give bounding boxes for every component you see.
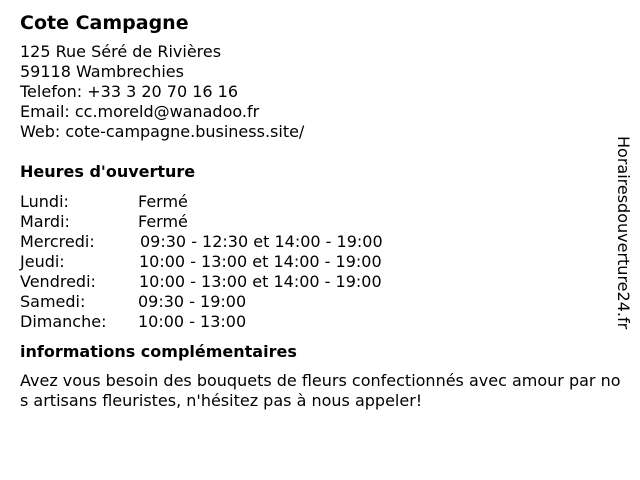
hours-row-thursday <box>20 252 620 272</box>
street-address: 125 Rue Séré de Rivières <box>20 42 222 61</box>
website-address: Web: cote-campagne.business.site/ <box>20 122 305 141</box>
opening-hours-heading: Heures d'ouverture <box>20 162 196 181</box>
hours-row-wednesday <box>20 232 620 252</box>
day-hours: Fermé <box>138 192 188 211</box>
day-hours: 10:00 - 13:00 et 14:00 - 19:00 <box>139 252 382 271</box>
day-label: Mardi: <box>20 212 70 231</box>
site-watermark: Horairesdouverture24.fr <box>614 136 633 330</box>
hours-row-saturday <box>20 292 620 312</box>
address-block <box>20 42 620 142</box>
hours-row-tuesday <box>20 212 620 232</box>
additional-info-text: Avez vous besoin des bouquets de fleurs confectionnés avec amour par nos artisans fleuristes, n'hésitez pas à nous appeler! <box>20 371 621 410</box>
phone-number: Telefon: +33 3 20 70 16 16 <box>20 82 239 101</box>
email-address: Email: cc.moreld@wanadoo.fr <box>20 102 260 121</box>
business-card <box>20 10 620 411</box>
day-hours: 09:30 - 19:00 <box>138 292 247 311</box>
opening-hours-table <box>20 192 620 332</box>
day-label: Lundi: <box>20 192 69 211</box>
day-label: Vendredi: <box>20 272 96 291</box>
day-label: Samedi: <box>20 292 86 311</box>
day-hours: 10:00 - 13:00 <box>138 312 247 331</box>
hours-row-monday <box>20 192 620 212</box>
day-hours: 10:00 - 13:00 et 14:00 - 19:00 <box>139 272 382 291</box>
day-label: Mercredi: <box>20 232 95 251</box>
day-label: Jeudi: <box>20 252 65 271</box>
day-hours: 09:30 - 12:30 et 14:00 - 19:00 <box>140 232 383 251</box>
additional-info-heading: informations complémentaires <box>20 342 297 361</box>
hours-row-friday <box>20 272 620 292</box>
day-label: Dimanche: <box>20 312 107 331</box>
city-address: 59118 Wambrechies <box>20 62 184 81</box>
day-hours: Fermé <box>138 212 188 231</box>
hours-row-sunday <box>20 312 620 332</box>
business-name: Cote Campagne <box>20 12 189 34</box>
